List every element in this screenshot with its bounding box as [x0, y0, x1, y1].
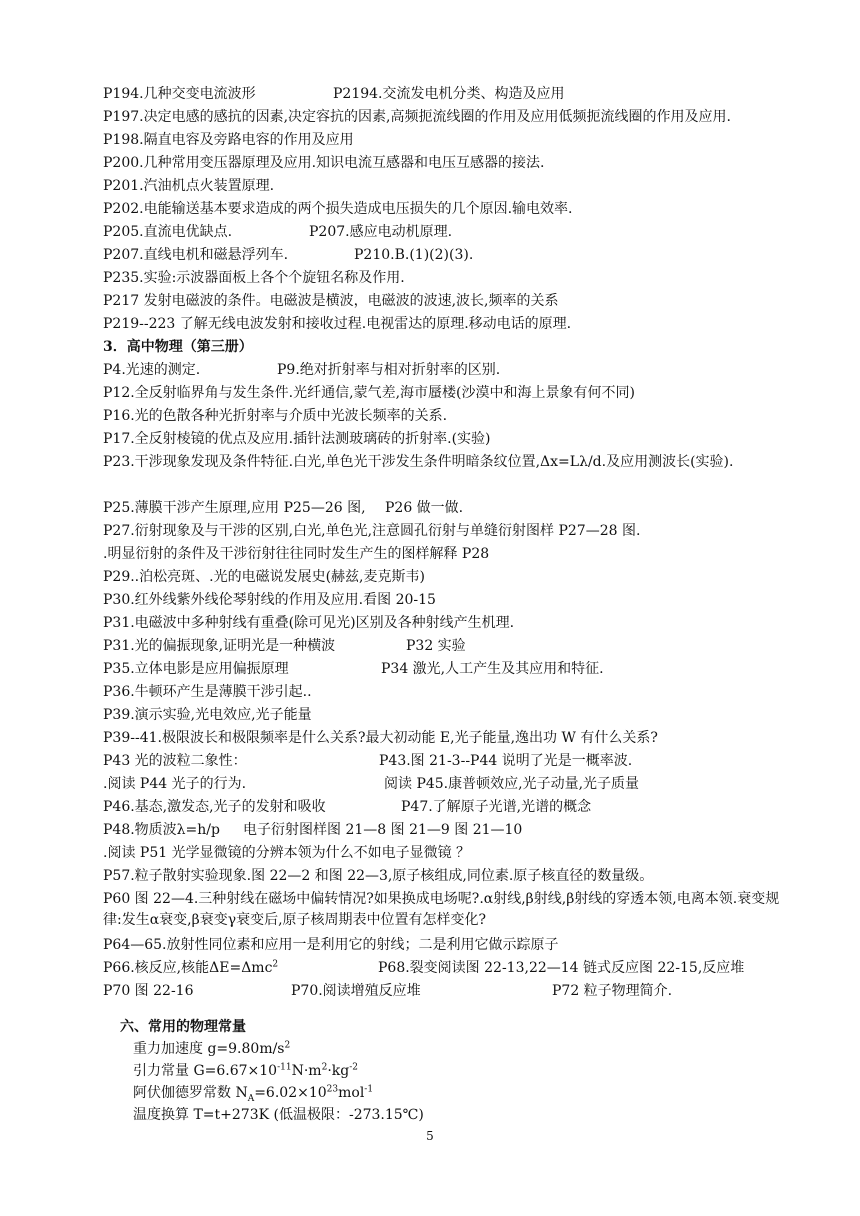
text-line	[103, 452, 793, 494]
text-segment-main: P66.核反应,核能ΔE=Δmc	[103, 960, 273, 976]
text-segment: P194.几种交变电流波形	[103, 86, 256, 102]
text-segment: P200.几种常用变压器原理及应用.知识电流互感器和电压互感器的接法.	[103, 155, 545, 171]
text-segment: P29..泊松亮斑、.光的电磁说发展史(赫兹,麦克斯韦)	[103, 569, 425, 585]
text-segment: 电子衍射图样图 21—8 图 21—9 图 21—10	[243, 822, 523, 838]
text-segment: P210.B.(1)(2)(3).	[354, 247, 474, 263]
text-segment: P64—65.放射性同位素和应用一是利用它的射线；二是利用它做示踪原子	[103, 937, 559, 953]
text-segment: P217 发射电磁波的条件。电磁波是横波，电磁波的波速,波长,频率的关系	[103, 293, 559, 309]
superscript: 2	[321, 1062, 328, 1073]
text-line	[103, 889, 793, 931]
constant-text: N·m	[291, 1063, 322, 1079]
text-segment: P197.决定电感的感抗的因素,决定容抗的因素,高频扼流线圈的作用及应用低频扼流线圈的作用及应用.	[103, 109, 731, 125]
text-segment: P48.物质波λ=h/p	[103, 822, 220, 838]
text-segment: P17.全反射棱镜的优点及应用.插针法测玻璃砖的折射率.(实验)	[103, 431, 491, 447]
text-segment: P35.立体电影是应用偏振原理	[103, 661, 289, 677]
constant-text: 重力加速度 g=9.80m/s	[133, 1041, 285, 1057]
constant-text: ·kg	[327, 1063, 350, 1079]
constant-text: 引力常量 G=6.67×10	[133, 1063, 278, 1079]
text-segment: P4.光速的测定.	[103, 362, 201, 378]
text-segment: P23.干涉现象发现及条件特征.白光,单色光干涉发生条件明暗条纹位置,Δx=Lλ/d.及应用测波长(实验).	[103, 454, 734, 470]
superscript: -1	[364, 1084, 374, 1095]
superscript: 2	[272, 959, 279, 970]
text-segment: P205.直流电优缺点.	[103, 224, 233, 240]
constant-temperature	[133, 1105, 823, 1126]
text-segment: P39--41.极限波长和极限频率是什么关系?最大初动能 E,光子能量,逸出功 W 有什么关系?	[103, 730, 658, 746]
text-segment	[103, 958, 278, 979]
page-number: 5	[426, 1129, 434, 1143]
superscript: 23	[326, 1084, 339, 1095]
text-segment: .明显衍射的条件及干涉衍射往往同时发生产生的图样解释 P28	[103, 546, 490, 562]
text-segment: P12.全反射临界角与发生条件.光纤通信,蒙气差,海市蜃楼(沙漠中和海上景象有何不同)	[103, 385, 635, 401]
text-segment: P201.汽油机点火装置原理.	[103, 178, 275, 194]
text-segment: .阅读 P51 光学显微镜的分辨本领为什么不如电子显微镜 ？	[103, 845, 471, 861]
text-segment: P32 实验	[406, 638, 466, 654]
text-segment: P43 光的波粒二象性：	[103, 753, 247, 769]
text-segment: P26 做一做.	[385, 500, 464, 516]
constants-heading-text: 六、常用的物理常量	[120, 1019, 246, 1035]
text-segment: P39.演示实验,光电效应,光子能量	[103, 707, 312, 723]
superscript: -11	[277, 1062, 292, 1073]
text-segment: P27.衍射现象及与干涉的区别,白光,单色光,注意圆孔衍射与单缝衍射图样 P27—28 图.	[103, 523, 641, 539]
subscript: A	[247, 1093, 255, 1104]
constant-avogadro	[133, 1083, 823, 1104]
constant-text: mol	[338, 1085, 365, 1101]
constant-gravitational	[133, 1061, 823, 1082]
text-segment: P57.粒子散射实验现象.图 22—2 和图 22—3,原子核组成,同位素.原子核直径的数量级。	[103, 868, 654, 884]
text-segment: P219--223 了解无线电波发射和接收过程.电视雷达的原理.移动电话的原理.	[103, 316, 572, 332]
text-segment: P235.实验:示波器面板上各个个旋钮名称及作用.	[103, 270, 405, 286]
constant-text: 温度换算 T=t+273K (低温极限：-273.15℃)	[133, 1107, 424, 1123]
text-segment: P72 粒子物理简介.	[552, 983, 673, 999]
text-segment: P70 图 22-16	[103, 983, 194, 999]
text-segment: P202.电能输送基本要求造成的两个损失造成电压损失的几个原因.输电效率.	[103, 201, 573, 217]
text-segment: P9.绝对折射率与相对折射率的区别.	[277, 362, 501, 378]
text-segment: P70.阅读增殖反应堆	[291, 983, 421, 999]
text-segment: P30.红外线紫外线伦琴射线的作用及应用.看图 20-15	[103, 592, 436, 608]
text-segment: P207.直线电机和磁悬浮列车.	[103, 247, 289, 263]
text-segment: P31.电磁波中多种射线有重叠(除可见光)区别及各种射线产生机理.	[103, 615, 515, 631]
text-segment: P16.光的色散各种光折射率与介质中光波长频率的关系.	[103, 408, 448, 424]
superscript: 2	[284, 1040, 291, 1051]
superscript: -2	[349, 1062, 358, 1073]
text-segment: P46.基态,激发态,光子的发射和吸收	[103, 799, 326, 815]
text-segment: P207.感应电动机原理.	[309, 224, 453, 240]
text-segment: P68.裂变阅读图 22-13,22—14 链式反应图 22-15,反应堆	[378, 960, 745, 976]
text-segment: .阅读 P44 光子的行为.	[103, 776, 247, 792]
text-segment: P60 图 22—4.三种射线在磁场中偏转情况?如果换成电场呢?.α射线,β射线,β射线的穿透本领,电离本领.衰变规律:发生α衰变,β衰变γ衰变后,原子核周期表中位置有怎样变化?	[103, 891, 780, 928]
text-segment: P31.光的偏振现象,证明光是一种横波	[103, 638, 336, 654]
section-heading-text: 3．高中物理（第三册）	[103, 339, 253, 355]
constant-gravity	[133, 1039, 823, 1060]
constant-text: 阿伏伽德罗常数 N	[133, 1085, 248, 1101]
text-segment: P2194.交流发电机分类、构造及应用	[333, 86, 565, 102]
text-segment: P198.隔直电容及旁路电容的作用及应用	[103, 132, 354, 148]
text-segment: 阅读 P45.康普顿效应,光子动量,光子质量	[384, 776, 640, 792]
text-segment: P47.了解原子光谱,光谱的概念	[401, 799, 592, 815]
text-segment: P34 激光,人工产生及其应用和特征.	[381, 661, 604, 677]
text-segment: P36.牛顿环产生是薄膜干涉引起..	[103, 684, 312, 700]
constant-text: =6.02×10	[254, 1085, 327, 1101]
text-segment: P25.薄膜干涉产生原理,应用 P25—26 图,	[103, 500, 366, 516]
text-segment: P43.图 21-3--P44 说明了光是一概率波.	[379, 753, 633, 769]
